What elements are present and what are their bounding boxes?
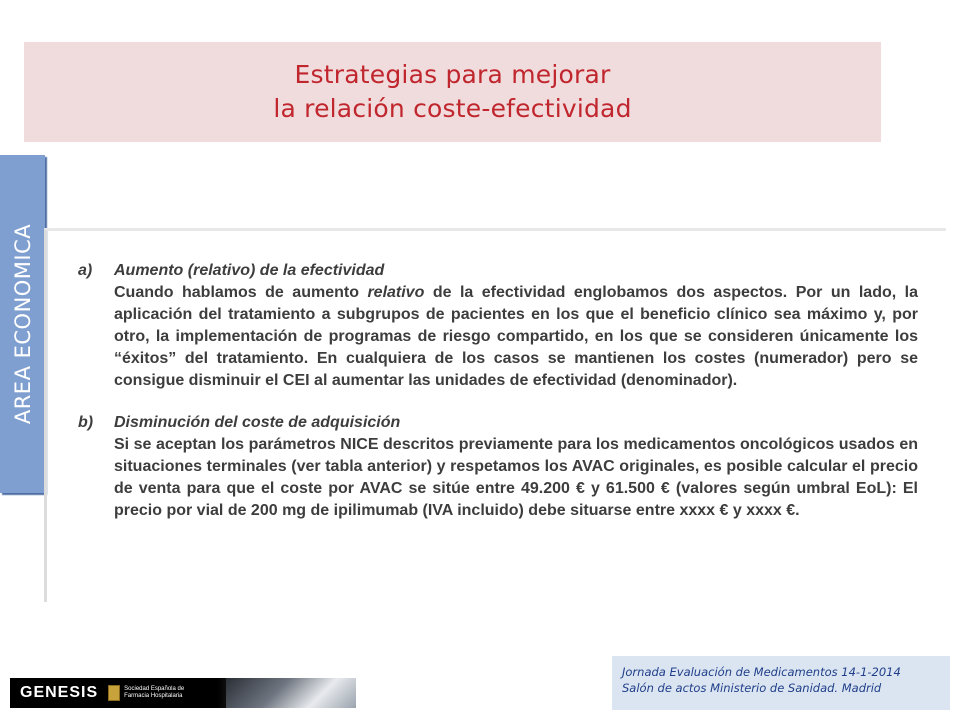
genesis-logo-text: GENESIS: [20, 684, 99, 701]
slide-title-line-2: la relación coste-efectividad: [273, 94, 632, 123]
event-info-line-1: Jornada Evaluación de Medicamentos 14-1-2014: [622, 665, 901, 679]
society-name-line-1: Sociedad Española de: [124, 686, 185, 692]
area-side-tab: [0, 155, 45, 493]
section-b: [78, 412, 918, 522]
genesis-logo-banner: [10, 678, 356, 708]
area-side-tab-label: AREA ECONOMICA: [10, 223, 35, 425]
section-b-body: Si se aceptan los parámetros NICE descritos previamente para los medicamentos oncológicos usados en situaciones terminales (ver tabla anterior) y respetamos los AVAC originales, es posible calcular el precio de venta para que el coste por AVAC se sitúe entre 49.200 € y 61.500 € (valores según umbral EoL): El precio por vial de 200 mg de ipilimumab (IVA incluido) debe situarse entre xxxx € y xxxx €.: [114, 436, 918, 519]
event-info-line-2: Salón de actos Ministerio de Sanidad. Madrid: [622, 681, 882, 695]
slide-title-line-1: Estrategias para mejorar: [294, 60, 611, 89]
section-a-letter: a): [78, 262, 93, 279]
section-a-heading: Aumento (relativo) de la efectividad: [114, 262, 385, 279]
section-a-body: [114, 282, 918, 392]
section-b-heading: Disminución del coste de adquisición: [114, 414, 401, 431]
section-b-letter: b): [78, 414, 94, 431]
event-info-box: [612, 656, 950, 710]
society-name-line-2: Farmacia Hospitalaria: [124, 693, 183, 699]
banner-photo-image: [226, 678, 356, 708]
section-a: [78, 260, 918, 392]
section-a-body-pre: Cuando hablamos de aumento: [114, 284, 368, 301]
document-excerpt: [78, 260, 918, 542]
slide-title-box: [24, 42, 881, 142]
society-name: [124, 686, 184, 700]
section-a-body-post: de la efectividad englobamos dos aspectos. Por un lado, la aplicación del tratamiento a subgrupos de pacientes en los que el beneficio clínico sea máximo y, por otro, la implementación de programas de riesgo compartido, en los que se consideren únicamente los “éxitos” del tratamiento. En cualquiera de los casos se mantienen los costes (numerador) pero se consigue disminuir el CEI al aumentar las unidades de efectividad (denominador).: [114, 284, 918, 389]
society-seal-icon: [108, 685, 120, 701]
section-a-body-emphasis: relativo: [367, 284, 425, 301]
